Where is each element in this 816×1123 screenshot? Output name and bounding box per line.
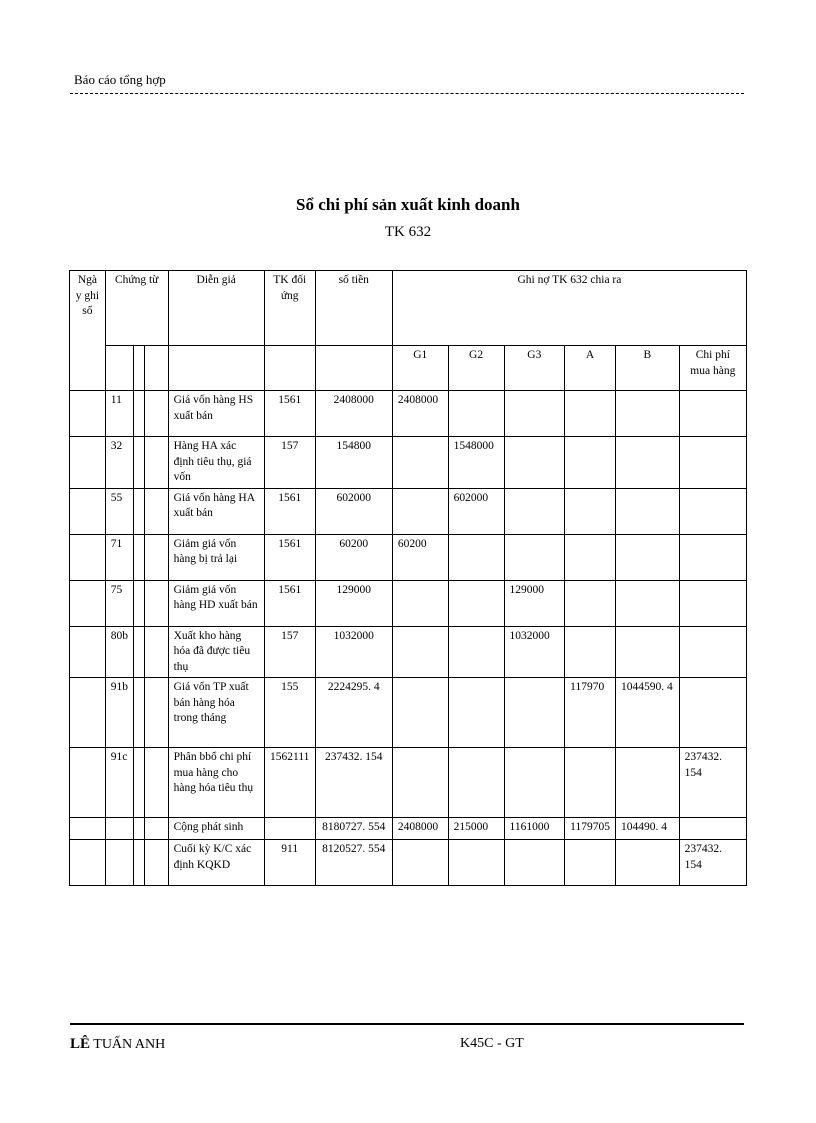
ngay-cell xyxy=(70,818,106,840)
blank-cell xyxy=(134,391,145,437)
so-tien-cell: 154800 xyxy=(315,437,392,489)
blank-cell xyxy=(145,626,169,678)
dien-giai-cell: Hàng HA xác định tiêu thụ, giá vốn xyxy=(168,437,264,489)
a-cell xyxy=(565,580,616,626)
g2-cell xyxy=(448,748,504,818)
dien-giai-cell: Giảm giá vốn hàng HD xuất bán xyxy=(168,580,264,626)
document-title: Sổ chi phí sản xuất kinh doanh xyxy=(296,195,520,214)
sub-header-a: A xyxy=(565,346,616,391)
sub-header-chi-phi: Chi phí mua hàng xyxy=(679,346,746,391)
chung-tu-cell xyxy=(105,818,133,840)
a-cell xyxy=(565,488,616,534)
b-cell: 104490. 4 xyxy=(615,818,679,840)
table-row xyxy=(70,678,747,748)
tk-cell: 1561 xyxy=(264,580,315,626)
tk-cell: 1561 xyxy=(264,488,315,534)
b-cell xyxy=(615,626,679,678)
g3-cell: 1032000 xyxy=(504,626,565,678)
g3-cell xyxy=(504,534,565,580)
page-header: Báo cáo tổng hợp xyxy=(74,72,166,87)
g3-cell xyxy=(504,437,565,489)
chi-phi-cell: 237432. 154 xyxy=(679,840,746,886)
so-tien-cell: 602000 xyxy=(315,488,392,534)
g1-cell: 2408000 xyxy=(392,818,448,840)
g1-cell xyxy=(392,488,448,534)
blank-cell xyxy=(134,748,145,818)
ngay-cell xyxy=(70,678,106,748)
tk-cell: 157 xyxy=(264,626,315,678)
blank-cell xyxy=(134,678,145,748)
a-cell xyxy=(565,391,616,437)
sub-header-g3: G3 xyxy=(504,346,565,391)
tk-cell: 1561 xyxy=(264,391,315,437)
g3-cell: 1161000 xyxy=(504,818,565,840)
author-name-rest: TUẤN ANH xyxy=(90,1037,166,1052)
g3-cell: 129000 xyxy=(504,580,565,626)
so-tien-cell: 60200 xyxy=(315,534,392,580)
so-tien-cell: 2408000 xyxy=(315,391,392,437)
blank-cell xyxy=(145,678,169,748)
a-cell xyxy=(565,534,616,580)
blank-cell xyxy=(145,840,169,886)
header-row-sub xyxy=(70,346,747,391)
sub-header-g2: G2 xyxy=(448,346,504,391)
g2-cell xyxy=(448,678,504,748)
footer-divider xyxy=(70,1023,744,1025)
g2-cell: 215000 xyxy=(448,818,504,840)
chung-tu-cell: 80b xyxy=(105,626,133,678)
sub-header-g1: G1 xyxy=(392,346,448,391)
blank-cell xyxy=(145,488,169,534)
so-tien-cell: 237432. 154 xyxy=(315,748,392,818)
so-tien-cell: 2224295. 4 xyxy=(315,678,392,748)
blank-cell xyxy=(145,818,169,840)
blank-cell xyxy=(134,437,145,489)
tk-cell: 155 xyxy=(264,678,315,748)
ngay-cell xyxy=(70,626,106,678)
g1-cell: 60200 xyxy=(392,534,448,580)
chung-tu-cell: 91c xyxy=(105,748,133,818)
a-cell: 117970 xyxy=(565,678,616,748)
chung-tu-cell: 32 xyxy=(105,437,133,489)
so-tien-cell: 129000 xyxy=(315,580,392,626)
g1-cell xyxy=(392,580,448,626)
so-tien-cell: 8120527. 554 xyxy=(315,840,392,886)
ngay-cell xyxy=(70,534,106,580)
blank-cell xyxy=(315,346,392,391)
g1-cell xyxy=(392,437,448,489)
table-row xyxy=(70,391,747,437)
g3-cell xyxy=(504,748,565,818)
chung-tu-cell: 91b xyxy=(105,678,133,748)
dien-giai-cell: Giá vốn hàng HA xuất bán xyxy=(168,488,264,534)
tk-cell: 911 xyxy=(264,840,315,886)
sub-header-b: B xyxy=(615,346,679,391)
b-cell: 1044590. 4 xyxy=(615,678,679,748)
header-row-main xyxy=(70,271,747,346)
g2-cell xyxy=(448,840,504,886)
chi-phi-cell xyxy=(679,626,746,678)
table-row xyxy=(70,748,747,818)
table-row xyxy=(70,840,747,886)
blank-cell xyxy=(145,534,169,580)
chi-phi-cell: 237432. 154 xyxy=(679,748,746,818)
author-name-first: LÊ xyxy=(70,1036,91,1052)
chi-phi-cell xyxy=(679,488,746,534)
ledger-table xyxy=(69,270,747,886)
g1-cell: 2408000 xyxy=(392,391,448,437)
table-row xyxy=(70,437,747,489)
col-header-tk-doi-ung: TK đối ứng xyxy=(264,271,315,346)
ledger-body xyxy=(70,391,747,886)
blank-cell xyxy=(145,391,169,437)
chi-phi-cell xyxy=(679,534,746,580)
author-name xyxy=(70,1036,165,1053)
g2-cell: 1548000 xyxy=(448,437,504,489)
table-row xyxy=(70,818,747,840)
chi-phi-cell xyxy=(679,678,746,748)
ngay-cell xyxy=(70,840,106,886)
b-cell xyxy=(615,580,679,626)
blank-cell xyxy=(105,346,133,391)
chi-phi-cell xyxy=(679,391,746,437)
tk-cell: 157 xyxy=(264,437,315,489)
blank-cell xyxy=(134,346,145,391)
blank-cell xyxy=(264,346,315,391)
chung-tu-cell: 55 xyxy=(105,488,133,534)
chi-phi-cell xyxy=(679,818,746,840)
chung-tu-cell xyxy=(105,840,133,886)
g1-cell xyxy=(392,678,448,748)
a-cell xyxy=(565,748,616,818)
col-header-ghi-no: Ghi nợ TK 632 chia ra xyxy=(392,271,746,346)
tk-cell: 1561 xyxy=(264,534,315,580)
blank-cell xyxy=(145,346,169,391)
table-row xyxy=(70,488,747,534)
a-cell xyxy=(565,437,616,489)
dien-giai-cell: Giảm giá vốn hàng bị trả lại xyxy=(168,534,264,580)
a-cell xyxy=(565,626,616,678)
blank-cell xyxy=(134,840,145,886)
dien-giai-cell: Giá vốn hàng HS xuất bán xyxy=(168,391,264,437)
blank-cell xyxy=(145,580,169,626)
ngay-cell xyxy=(70,580,106,626)
ngay-cell xyxy=(70,437,106,489)
chi-phi-cell xyxy=(679,437,746,489)
tk-cell xyxy=(264,818,315,840)
so-tien-cell: 8180727. 554 xyxy=(315,818,392,840)
g3-cell xyxy=(504,488,565,534)
blank-cell xyxy=(134,626,145,678)
b-cell xyxy=(615,488,679,534)
blank-cell xyxy=(134,534,145,580)
header-divider xyxy=(70,93,744,94)
dien-giai-cell: Cộng phát sinh xyxy=(168,818,264,840)
a-cell xyxy=(565,840,616,886)
table-row xyxy=(70,534,747,580)
so-tien-cell: 1032000 xyxy=(315,626,392,678)
b-cell xyxy=(615,391,679,437)
chi-phi-cell xyxy=(679,580,746,626)
dien-giai-cell: Phân bbổ chi phí mua hàng cho hàng hóa tiêu thụ xyxy=(168,748,264,818)
col-header-so-tien: số tiền xyxy=(315,271,392,346)
table-row xyxy=(70,626,747,678)
document-subtitle: TK 632 xyxy=(384,224,432,240)
b-cell xyxy=(615,534,679,580)
a-cell: 1179705 xyxy=(565,818,616,840)
ngay-cell xyxy=(70,488,106,534)
blank-cell xyxy=(168,346,264,391)
g3-cell xyxy=(504,678,565,748)
tk-cell: 1562111 xyxy=(264,748,315,818)
b-cell xyxy=(615,437,679,489)
chung-tu-cell: 75 xyxy=(105,580,133,626)
blank-cell xyxy=(145,748,169,818)
ngay-cell xyxy=(70,391,106,437)
b-cell xyxy=(615,840,679,886)
ngay-cell xyxy=(70,748,106,818)
blank-cell xyxy=(134,580,145,626)
blank-cell xyxy=(134,488,145,534)
col-header-chung-tu: Chứng từ xyxy=(105,271,168,346)
g2-cell xyxy=(448,391,504,437)
table-row xyxy=(70,580,747,626)
dien-giai-cell: Xuất kho hàng hóa đã được tiêu thụ xyxy=(168,626,264,678)
b-cell xyxy=(615,748,679,818)
g1-cell xyxy=(392,840,448,886)
chung-tu-cell: 11 xyxy=(105,391,133,437)
class-code: K45C - GT xyxy=(460,1036,524,1051)
col-header-ngay: Ngà y ghi sổ xyxy=(70,271,106,391)
g2-cell xyxy=(448,580,504,626)
blank-cell xyxy=(145,437,169,489)
g2-cell: 602000 xyxy=(448,488,504,534)
col-header-dien-giai: Diễn giả xyxy=(168,271,264,346)
g1-cell xyxy=(392,626,448,678)
dien-giai-cell: Giá vốn TP xuất bán hàng hóa trong tháng xyxy=(168,678,264,748)
g3-cell xyxy=(504,840,565,886)
g3-cell xyxy=(504,391,565,437)
chung-tu-cell: 71 xyxy=(105,534,133,580)
g2-cell xyxy=(448,626,504,678)
g1-cell xyxy=(392,748,448,818)
blank-cell xyxy=(134,818,145,840)
dien-giai-cell: Cuối kỳ K/C xác định KQKD xyxy=(168,840,264,886)
g2-cell xyxy=(448,534,504,580)
